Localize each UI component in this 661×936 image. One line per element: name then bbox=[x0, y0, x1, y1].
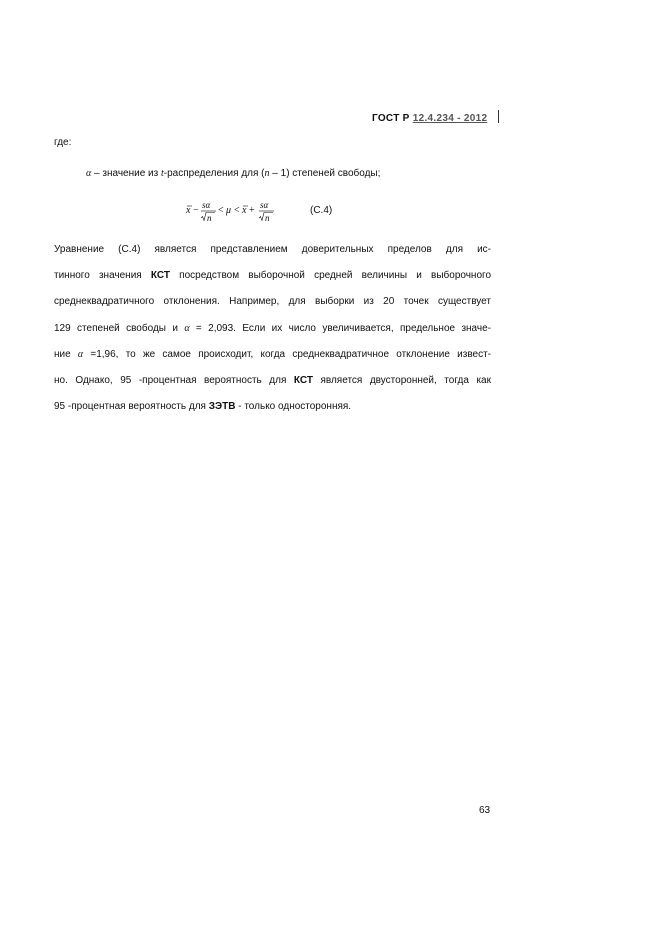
alpha-text-2: -распределения для ( bbox=[163, 168, 265, 179]
paragraph-line bbox=[54, 323, 491, 334]
standard-prefix: ГОСТ Р bbox=[372, 113, 410, 124]
line-text: = 2,093. Если их число увеличивается, предельное значе- bbox=[189, 322, 491, 334]
line-text: является двусторонней, тогда как bbox=[312, 375, 491, 386]
paragraph-line bbox=[54, 349, 491, 360]
where-label: где: bbox=[54, 137, 72, 148]
paragraph-line bbox=[54, 296, 491, 307]
page-number: 63 bbox=[479, 805, 491, 816]
line-text: 95 -процентная вероятность для bbox=[54, 401, 209, 413]
alpha-symbol: α bbox=[77, 348, 84, 360]
paragraph-line bbox=[54, 375, 491, 386]
bold-term: ЗЭТВ bbox=[208, 401, 236, 413]
line-text: но. Однако, 95 -процентная вероятность для bbox=[54, 375, 294, 386]
alpha-symbol: α bbox=[184, 322, 190, 334]
bold-term: КСТ bbox=[293, 375, 313, 386]
paragraph-line bbox=[54, 244, 491, 255]
svg-text:sα: sα bbox=[260, 200, 269, 210]
svg-text:x: x bbox=[186, 205, 191, 216]
svg-text:<: < bbox=[218, 205, 224, 216]
svg-text:μ: μ bbox=[226, 205, 232, 216]
line-text: - только односторонняя. bbox=[235, 401, 352, 413]
svg-text:−: − bbox=[193, 205, 199, 216]
formula-number: (С.4) bbox=[310, 205, 333, 216]
line-text: посредством выборочной средней величины и выборочного bbox=[169, 270, 491, 282]
svg-text:x: x bbox=[242, 205, 247, 216]
confidence-interval-formula bbox=[186, 198, 286, 228]
n-symbol: n bbox=[264, 168, 270, 179]
svg-text:sα: sα bbox=[202, 200, 211, 210]
line-text: Уравнение (С.4) является представлением доверительных пределов для ис- bbox=[54, 244, 491, 255]
alpha-symbol: α bbox=[86, 168, 92, 179]
svg-text:+: + bbox=[249, 205, 255, 216]
alpha-text-1: – значение из bbox=[91, 168, 161, 179]
line-text: среднеквадратичного отклонения. Например, для выборки из 20 точек существует bbox=[54, 296, 491, 308]
bold-term: КСТ bbox=[150, 270, 170, 282]
svg-text:n: n bbox=[207, 213, 212, 223]
line-text: 129 степеней свободы и bbox=[54, 322, 185, 334]
alpha-text-3: – 1) степеней свободы; bbox=[269, 168, 381, 179]
svg-text:<: < bbox=[234, 205, 240, 216]
line-text: =1,96, то же самое происходит, когда среднеквадратичное отклонение извест- bbox=[83, 348, 492, 360]
standard-header bbox=[372, 110, 499, 124]
paragraph-line bbox=[54, 401, 491, 412]
line-text: ние bbox=[54, 348, 78, 360]
alpha-definition bbox=[86, 168, 380, 179]
svg-text:n: n bbox=[265, 213, 270, 223]
standard-code: 12.4.234 - 2012 bbox=[412, 113, 488, 124]
line-text: тинного значения bbox=[54, 270, 151, 282]
header-divider bbox=[498, 110, 499, 123]
t-symbol: t bbox=[161, 168, 164, 179]
paragraph-line bbox=[54, 270, 491, 281]
